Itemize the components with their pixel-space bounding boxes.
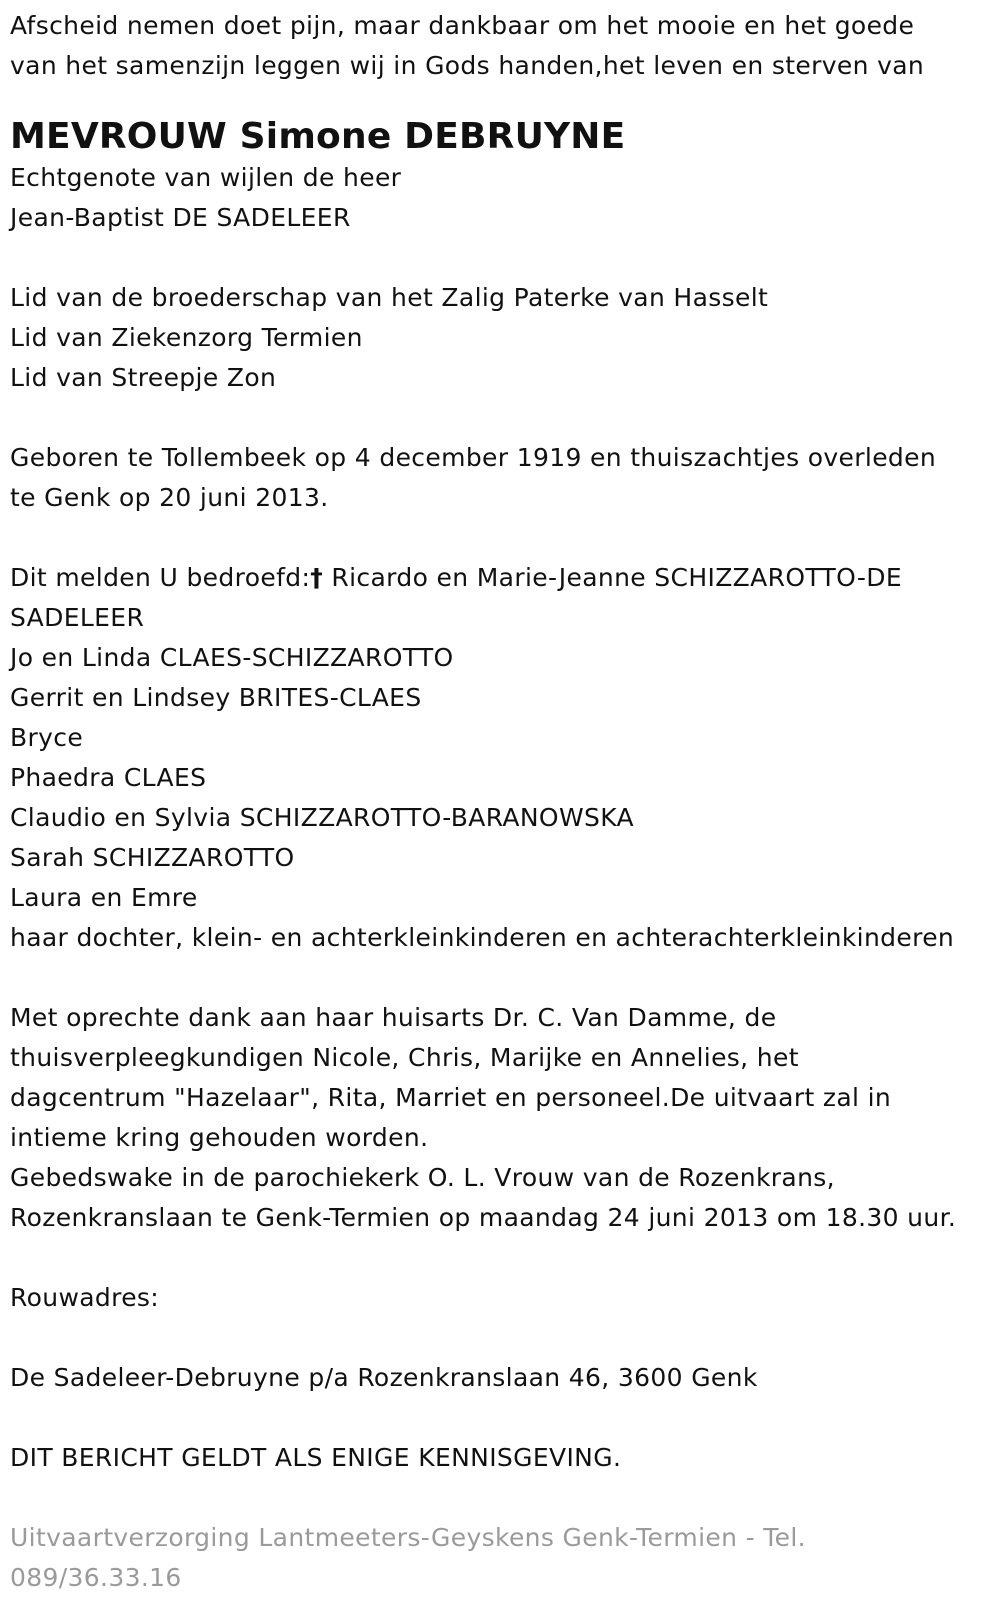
spacer bbox=[10, 1398, 1000, 1438]
spacer bbox=[10, 398, 1000, 438]
cross-icon: † bbox=[310, 563, 324, 592]
intro-text bbox=[10, 6, 1000, 86]
birth-death-text bbox=[10, 438, 1000, 518]
spacer bbox=[10, 518, 1000, 558]
spacer bbox=[10, 1238, 1000, 1278]
funeral-director-footer bbox=[10, 1518, 1000, 1598]
announcer-line: Jo en Linda CLAES-SCHIZZAROTTO bbox=[10, 643, 454, 672]
memberships bbox=[10, 278, 1000, 398]
membership-line: Lid van de broederschap van het Zalig Paterke van Hasselt bbox=[10, 283, 769, 312]
announcer-line: Claudio en Sylvia SCHIZZAROTTO-BARANOWSKA bbox=[10, 803, 635, 832]
deceased-name: MEVROUW Simone DEBRUYNE bbox=[10, 116, 626, 157]
thanks-line: dagcentrum "Hazelaar", Rita, Marriet en personeel.De uitvaart zal in bbox=[10, 1083, 892, 1112]
spacer bbox=[10, 1478, 1000, 1518]
spouse-line: Jean-Baptist DE SADELEER bbox=[10, 203, 351, 232]
membership-line: Lid van Ziekenzorg Termien bbox=[10, 323, 363, 352]
thanks-line: thuisverpleegkundigen Nicole, Chris, Marijke en Annelies, het bbox=[10, 1043, 799, 1072]
announcer-line: Bryce bbox=[10, 723, 84, 752]
mourning-address: De Sadeleer-Debruyne p/a Rozenkranslaan 46, 3600 Genk bbox=[10, 1363, 758, 1392]
spouse-line: Echtgenote van wijlen de heer bbox=[10, 163, 402, 192]
announcers-first-line bbox=[10, 558, 1000, 598]
announcers bbox=[10, 558, 1000, 958]
announcers-first-names: Ricardo en Marie-Jeanne SCHIZZAROTTO-DE bbox=[323, 563, 902, 592]
footer-line: Uitvaartverzorging Lantmeeters-Geyskens Genk-Termien - Tel. bbox=[10, 1523, 806, 1552]
notice-text: DIT BERICHT GELDT ALS ENIGE KENNISGEVING. bbox=[10, 1443, 622, 1472]
spacer bbox=[10, 238, 1000, 278]
membership-line: Lid van Streepje Zon bbox=[10, 363, 277, 392]
announcer-line: Phaedra CLAES bbox=[10, 763, 207, 792]
thanks-line: Met oprechte dank aan haar huisarts Dr. C. Van Damme, de bbox=[10, 1003, 777, 1032]
announcers-lead: Dit melden U bedroefd: bbox=[10, 563, 311, 592]
thanks-text bbox=[10, 998, 1000, 1238]
spacer bbox=[10, 958, 1000, 998]
spacer bbox=[10, 1318, 1000, 1358]
birth-death-line: te Genk op 20 juni 2013. bbox=[10, 483, 329, 512]
intro-line: van het samenzijn leggen wij in Gods handen,het leven en sterven van bbox=[10, 51, 925, 80]
announcer-line: SADELEER bbox=[10, 603, 145, 632]
thanks-line: Gebedswake in de parochiekerk O. L. Vrouw van de Rozenkrans, bbox=[10, 1163, 835, 1192]
thanks-line: intieme kring gehouden worden. bbox=[10, 1123, 429, 1152]
spouse-text bbox=[10, 158, 1000, 238]
announcer-line: haar dochter, klein- en achterkleinkinderen en achterachterkleinkinderen bbox=[10, 923, 955, 952]
birth-death-line: Geboren te Tollembeek op 4 december 1919 en thuiszachtjes overleden bbox=[10, 443, 937, 472]
announcer-line: Sarah SCHIZZAROTTO bbox=[10, 843, 295, 872]
address-label: Rouwadres: bbox=[10, 1283, 160, 1312]
footer-line: 089/36.33.16 bbox=[10, 1563, 182, 1592]
announcer-line: Gerrit en Lindsey BRITES-CLAES bbox=[10, 683, 422, 712]
thanks-line: Rozenkranslaan te Genk-Termien op maandag 24 juni 2013 om 18.30 uur. bbox=[10, 1203, 957, 1232]
announcer-line: Laura en Emre bbox=[10, 883, 198, 912]
intro-line: Afscheid nemen doet pijn, maar dankbaar om het mooie en het goede bbox=[10, 11, 915, 40]
